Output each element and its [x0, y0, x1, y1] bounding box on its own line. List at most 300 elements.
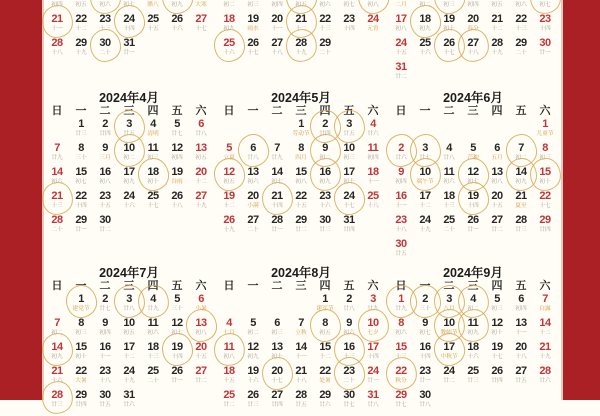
weekday-header: 三	[123, 105, 135, 117]
day-number: 22	[319, 13, 331, 25]
day-number: 22	[75, 365, 87, 377]
day-cell	[437, 142, 461, 166]
day-cell	[313, 13, 337, 37]
lunar-label: 十六	[247, 377, 259, 384]
day-number: 30	[319, 214, 331, 226]
day-cell	[189, 118, 213, 142]
lunar-label: 廿九	[367, 305, 379, 312]
day-cell	[265, 365, 289, 389]
day-cell	[289, 37, 313, 61]
day-number: 2	[398, 142, 404, 154]
lunar-label: 廿四	[539, 226, 551, 233]
day-cell	[265, 37, 289, 61]
lunar-label: 十九	[123, 377, 135, 384]
day-cell	[361, 37, 385, 61]
week-row	[217, 341, 385, 365]
day-number: 24	[343, 190, 355, 202]
day-cell	[241, 389, 265, 413]
weekday-header: 六	[367, 105, 379, 117]
day-cell	[413, 214, 437, 238]
lunar-label: 初十	[343, 178, 355, 185]
lunar-label: 廿一	[171, 377, 183, 384]
day-cell	[509, 238, 533, 262]
weekday-header: 四	[491, 280, 503, 292]
day-cell	[45, 293, 69, 317]
day-cell	[389, 37, 413, 61]
lunar-label: 廿五	[295, 401, 307, 408]
day-number: 29	[319, 389, 331, 401]
day-cell	[509, 365, 533, 389]
day-cell	[141, 341, 165, 365]
lunar-label: 廿六	[367, 130, 379, 137]
lunar-label: 廿一	[123, 49, 135, 56]
lunar-label: 二十	[515, 49, 527, 56]
weekday-header: 三	[123, 280, 135, 292]
lunar-label: 初二	[123, 154, 135, 161]
day-cell	[189, 0, 213, 13]
week-row	[217, 166, 385, 190]
day-cell	[117, 142, 141, 166]
week-row	[217, 190, 385, 214]
weekday-header: 三	[295, 280, 307, 292]
lunar-label: 十二	[75, 25, 87, 32]
lunar-label: 二十	[443, 226, 455, 233]
lunar-label: 初四	[51, 1, 63, 8]
month-block	[389, 266, 557, 408]
day-cell	[533, 61, 557, 85]
day-number: 14	[539, 317, 551, 329]
day-cell	[413, 166, 437, 190]
day-number: 25	[147, 190, 159, 202]
lunar-label: 十八	[295, 377, 307, 384]
day-cell	[461, 317, 485, 341]
lunar-label: 十三	[51, 202, 63, 209]
day-cell	[217, 118, 241, 142]
day-number: 20	[467, 13, 479, 25]
day-cell	[93, 37, 117, 61]
day-number: 2	[346, 293, 352, 305]
lunar-label: 十一	[515, 329, 527, 336]
day-cell	[93, 317, 117, 341]
day-number: 19	[467, 190, 479, 202]
day-number: 27	[467, 37, 479, 49]
month-title: 2024年9月	[443, 266, 503, 280]
day-number: 6	[198, 293, 204, 305]
day-cell	[509, 142, 533, 166]
lunar-label: 初六	[51, 178, 63, 185]
day-cell	[93, 190, 117, 214]
day-number: 16	[319, 166, 331, 178]
weekday-header: 二	[99, 280, 111, 292]
month-block	[45, 266, 213, 408]
day-cell	[533, 37, 557, 61]
day-number: 24	[123, 365, 135, 377]
day-cell	[533, 365, 557, 389]
lunar-label: 初八	[491, 178, 503, 185]
lunar-label: 中秋节	[440, 353, 458, 360]
weekday-header: 日	[223, 280, 235, 292]
day-number: 12	[491, 317, 503, 329]
day-number: 27	[195, 365, 207, 377]
day-number: 28	[515, 214, 527, 226]
day-cell	[461, 238, 485, 262]
lunar-label: 十二	[123, 353, 135, 360]
lunar-label: 廿五	[99, 401, 111, 408]
weekday-header: 一	[247, 105, 259, 117]
day-cell	[509, 317, 533, 341]
day-cell	[289, 341, 313, 365]
day-cell	[461, 214, 485, 238]
day-number: 25	[147, 365, 159, 377]
day-cell	[485, 341, 509, 365]
day-cell	[485, 214, 509, 238]
weekday-header: 六	[195, 280, 207, 292]
lunar-label: 廿四	[319, 130, 331, 137]
week-row	[45, 142, 213, 166]
weekday-header: 一	[419, 280, 431, 292]
day-cell	[69, 317, 93, 341]
day-number: 9	[398, 166, 404, 178]
day-number: 2	[422, 293, 428, 305]
week-row	[217, 365, 385, 389]
lunar-label: 十四	[75, 202, 87, 209]
day-cell	[165, 389, 189, 413]
day-number: 29	[295, 214, 307, 226]
weekday-header: 六	[539, 105, 551, 117]
day-number: 28	[539, 365, 551, 377]
lunar-label: 初七	[123, 1, 135, 8]
day-cell	[141, 0, 165, 13]
day-cell	[69, 142, 93, 166]
day-cell	[165, 166, 189, 190]
day-number: 19	[171, 341, 183, 353]
weekday-header: 四	[319, 105, 331, 117]
week-row	[45, 37, 213, 61]
day-number: 24	[123, 190, 135, 202]
lunar-label: 三十	[419, 305, 431, 312]
day-number: 14	[51, 166, 63, 178]
day-number: 26	[223, 214, 235, 226]
day-cell	[533, 166, 557, 190]
week-row	[45, 118, 213, 142]
day-cell	[313, 293, 337, 317]
day-cell	[509, 166, 533, 190]
lunar-label: 廿三	[247, 401, 259, 408]
day-number: 21	[491, 13, 503, 25]
month-block	[217, 266, 385, 408]
day-number: 10	[123, 317, 135, 329]
lunar-label: 初三	[491, 305, 503, 312]
day-cell	[45, 317, 69, 341]
lunar-label: 二十	[319, 49, 331, 56]
day-cell	[461, 37, 485, 61]
day-number: 2	[102, 293, 108, 305]
lunar-label: 初九	[419, 25, 431, 32]
lunar-label: 廿四	[99, 130, 111, 137]
day-cell	[265, 389, 289, 413]
lunar-label: 二十	[147, 377, 159, 384]
lunar-label: 廿二	[491, 226, 503, 233]
week-row	[45, 214, 213, 238]
day-cell	[117, 0, 141, 13]
day-cell	[289, 293, 313, 317]
weekday-header: 五	[343, 280, 355, 292]
calendar-band-q1	[44, 0, 561, 88]
day-cell	[141, 37, 165, 61]
lunar-label: 廿五	[343, 130, 355, 137]
day-number: 25	[419, 37, 431, 49]
day-cell	[165, 190, 189, 214]
day-cell	[389, 0, 413, 13]
weekday-header: 五	[515, 280, 527, 292]
weekday-header: 五	[171, 105, 183, 117]
day-number: 23	[319, 190, 331, 202]
day-cell	[361, 118, 385, 142]
day-number: 4	[470, 293, 476, 305]
day-cell	[165, 214, 189, 238]
lunar-label: 廿六	[539, 377, 551, 384]
day-cell	[141, 293, 165, 317]
lunar-label: 初六	[515, 1, 527, 8]
day-cell	[461, 190, 485, 214]
lunar-label: 廿一	[367, 377, 379, 384]
lunar-label: 初四	[515, 305, 527, 312]
lunar-label: 十二	[539, 329, 551, 336]
day-cell	[217, 166, 241, 190]
lunar-label: 廿七	[419, 154, 431, 161]
day-cell	[413, 142, 437, 166]
day-number: 17	[443, 341, 455, 353]
weekday-header-row	[45, 105, 213, 118]
lunar-label: 十七	[539, 202, 551, 209]
lunar-label: 初九	[223, 25, 235, 32]
day-number: 28	[51, 389, 63, 401]
day-cell	[45, 0, 69, 13]
day-cell	[337, 190, 361, 214]
day-number: 8	[542, 142, 548, 154]
day-cell	[289, 0, 313, 13]
day-number: 31	[123, 37, 135, 49]
day-cell	[117, 341, 141, 365]
day-cell	[485, 317, 509, 341]
day-number: 7	[274, 142, 280, 154]
lunar-label: 廿四	[491, 377, 503, 384]
day-cell	[509, 118, 533, 142]
day-number: 3	[370, 293, 376, 305]
day-number: 30	[99, 214, 111, 226]
weekday-header-row	[389, 280, 557, 293]
lunar-label: 廿七	[99, 305, 111, 312]
day-number: 13	[195, 317, 207, 329]
day-cell	[165, 317, 189, 341]
day-number: 9	[322, 142, 328, 154]
lunar-label: 秋分	[395, 377, 407, 384]
day-number: 28	[295, 37, 307, 49]
day-cell	[485, 365, 509, 389]
day-number: 3	[422, 142, 428, 154]
lunar-label: 谷雨	[171, 178, 183, 185]
day-number: 30	[395, 238, 407, 250]
lunar-label: 大寒	[195, 1, 207, 8]
day-number: 27	[515, 365, 527, 377]
lunar-label: 初二	[467, 305, 479, 312]
day-number: 2	[322, 118, 328, 130]
day-cell	[241, 13, 265, 37]
week-row	[45, 13, 213, 37]
weekday-header: 日	[51, 280, 63, 292]
day-cell	[265, 13, 289, 37]
day-cell	[337, 37, 361, 61]
weekday-header: 三	[295, 105, 307, 117]
day-cell	[461, 61, 485, 85]
day-cell	[289, 190, 313, 214]
day-cell	[141, 190, 165, 214]
lunar-label: 十五	[195, 353, 207, 360]
lunar-label: 初八	[295, 178, 307, 185]
day-cell	[337, 214, 361, 238]
day-number: 27	[195, 190, 207, 202]
lunar-label: 十五	[147, 25, 159, 32]
day-cell	[389, 190, 413, 214]
lunar-label: 初四	[395, 178, 407, 185]
lunar-label: 十八	[367, 202, 379, 209]
day-cell	[413, 0, 437, 13]
day-number: 10	[343, 142, 355, 154]
day-number: 20	[491, 190, 503, 202]
day-cell	[437, 293, 461, 317]
lunar-label: 十二	[195, 178, 207, 185]
day-number: 4	[150, 293, 156, 305]
lunar-label: 初十	[539, 178, 551, 185]
lunar-label: 二十	[99, 49, 111, 56]
day-number: 20	[515, 341, 527, 353]
lunar-label: 十八	[99, 377, 111, 384]
day-cell	[485, 166, 509, 190]
lunar-label: 初四	[171, 154, 183, 161]
day-cell	[313, 190, 337, 214]
day-number: 4	[370, 118, 376, 130]
lunar-label: 初四	[271, 1, 283, 8]
day-number: 18	[223, 13, 235, 25]
day-cell	[217, 341, 241, 365]
day-cell	[165, 118, 189, 142]
weekday-header: 日	[223, 105, 235, 117]
lunar-label: 十七	[195, 25, 207, 32]
day-cell	[485, 13, 509, 37]
week-row	[45, 190, 213, 214]
day-number: 30	[99, 37, 111, 49]
day-cell	[45, 166, 69, 190]
lunar-label: 初七	[467, 178, 479, 185]
day-number: 31	[123, 389, 135, 401]
day-number: 23	[395, 214, 407, 226]
day-number: 15	[395, 341, 407, 353]
day-number: 14	[271, 166, 283, 178]
day-number: 17	[123, 341, 135, 353]
day-cell	[241, 214, 265, 238]
month-block	[217, 0, 385, 88]
day-cell	[141, 118, 165, 142]
day-number: 18	[467, 341, 479, 353]
day-number: 1	[398, 293, 404, 305]
lunar-label: 十六	[171, 25, 183, 32]
day-number: 21	[295, 365, 307, 377]
lunar-label: 初十	[271, 353, 283, 360]
day-number: 15	[539, 166, 551, 178]
day-number: 14	[295, 341, 307, 353]
day-cell	[69, 214, 93, 238]
lunar-label: 夏至	[515, 202, 527, 209]
weekday-header: 五	[515, 105, 527, 117]
day-number: 11	[147, 142, 159, 154]
day-number: 25	[367, 190, 379, 202]
day-number: 11	[147, 317, 159, 329]
day-cell	[533, 13, 557, 37]
day-number: 14	[51, 341, 63, 353]
day-number: 16	[395, 190, 407, 202]
day-number: 5	[174, 293, 180, 305]
day-cell	[389, 365, 413, 389]
lunar-label: 廿八	[443, 154, 455, 161]
lunar-label: 立秋	[295, 329, 307, 336]
day-number: 21	[271, 190, 283, 202]
day-cell	[509, 0, 533, 13]
day-number: 18	[147, 341, 159, 353]
day-cell	[337, 389, 361, 413]
lunar-label: 初二	[247, 329, 259, 336]
day-cell	[509, 341, 533, 365]
lunar-label: 教师节	[440, 329, 458, 336]
weekday-header: 六	[539, 280, 551, 292]
day-cell	[485, 238, 509, 262]
weekday-header: 一	[419, 105, 431, 117]
lunar-label: 十二	[419, 202, 431, 209]
lunar-label: 初八	[395, 25, 407, 32]
day-cell	[241, 142, 265, 166]
calendar-band-q3	[44, 266, 561, 408]
lunar-label: 初九	[515, 178, 527, 185]
lunar-label: 十五	[491, 202, 503, 209]
day-number: 1	[78, 293, 84, 305]
day-number: 13	[247, 166, 259, 178]
day-cell	[389, 214, 413, 238]
day-cell	[437, 238, 461, 262]
day-cell	[217, 365, 241, 389]
day-number: 5	[470, 142, 476, 154]
lunar-label: 三月	[99, 154, 111, 161]
lunar-label: 初八	[195, 329, 207, 336]
week-row	[389, 142, 557, 166]
lunar-label: 初六	[443, 178, 455, 185]
day-number: 4	[150, 118, 156, 130]
day-cell	[265, 190, 289, 214]
day-number: 13	[491, 166, 503, 178]
lunar-label: 儿童节	[536, 130, 554, 137]
lunar-label: 十六	[223, 49, 235, 56]
day-cell	[437, 166, 461, 190]
day-cell	[69, 341, 93, 365]
lunar-label: 十三	[147, 353, 159, 360]
month-block	[389, 91, 557, 265]
day-number: 24	[123, 13, 135, 25]
day-number: 19	[443, 13, 455, 25]
day-number: 30	[539, 37, 551, 49]
day-cell	[289, 166, 313, 190]
lunar-label: 廿八	[247, 154, 259, 161]
lunar-label: 初五	[223, 178, 235, 185]
day-number: 15	[295, 166, 307, 178]
day-cell	[389, 142, 413, 166]
